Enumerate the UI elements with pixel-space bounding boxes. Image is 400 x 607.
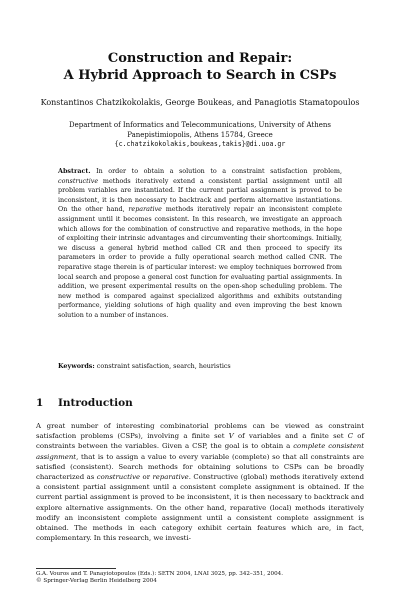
abstract-text-3: methods iteratively repair an inconsistent complete assignment until it becomes consistent. In this research, we investigate an approach which allows for the combination of constructive and reparative methods, in the hope of exploiting their intrinsic advantages and circumventing their shortcomings. Initially, we discuss a general hybrid method called CR and then proceed to specify its parameters in order to provide a fully operational search method called CNR. The reparative stage therein is of particular interest: we employ techniques borrowed from local search and propose a general cost function for evaluating partial assignments. In addition, we present experimental results on the open-shop scheduling problem. The new method is compared against specialized algorithms and exhibits outstanding performance, yielding solutions of high quality and even improving the best known solution to a number of instances. (58, 205, 342, 319)
keywords-label: Keywords: (58, 362, 95, 370)
abstract (58, 167, 342, 321)
body-text-4: , that is to assign a value to every variable (complete) so that all constraints are satisfied (consistent). Search methods for obtaining solutions to CSPs can be broadly characterized as (36, 452, 364, 482)
title-line-2: A Hybrid Approach to Search in CSPs (63, 68, 337, 83)
body-text-3: of constraints between the variables. Given a CSP, the goal is to obtain a (36, 432, 365, 451)
abstract-label: Abstract. (58, 167, 91, 175)
section-title: Introduction (58, 397, 133, 409)
section-number: 1 (36, 397, 44, 409)
body-emphasis-reparative: reparative (152, 473, 189, 482)
variable-set-symbol: V (228, 432, 234, 441)
author-list: Konstantinos Chatzikokolakis, George Boukeas, and Panagiotis Stamatopoulos (40, 98, 360, 107)
affiliation-email: {c.chatzikokolakis,boukeas,takis}@di.uoa.gr (114, 140, 286, 148)
footnote-citation: G.A. Vouros and T. Panayiotopoulos (Eds.): SETN 2004, LNAI 3025, pp. 342–351, 2004. (36, 571, 283, 577)
body-text-6: . Constructive (global) methods iteratively extend a consistent partial assignment until a consistent complete assignment is obtained. If the current partial assignment is proved to be inconsistent, it is then necessary to backtrack and explore alternative assignments. On the other hand, reparative (local) methods iteratively modify an inconsistent complete assignment until a consistent complete assignment is obtained. The methods in each category exhibit certain features which are, in fact, complementary. In this research, we investi- (36, 473, 364, 543)
affiliation-address: Panepistimiopolis, Athens 15784, Greece (127, 130, 273, 139)
paper-title (0, 50, 400, 84)
body-emphasis-constructive: constructive (96, 473, 141, 482)
footnote-copyright: © Springer-Verlag Berlin Heidelberg 2004 (36, 578, 157, 585)
abstract-emphasis-reparative: reparative (128, 205, 162, 214)
body-text-1: A great number of interesting combinatorial problems can be viewed as constraint satisfaction problems (CSPs), involving a finite set (36, 422, 364, 441)
introduction-paragraph (36, 421, 364, 543)
footnote (36, 571, 366, 586)
abstract-emphasis-constructive: constructive (58, 176, 99, 185)
affiliation (0, 121, 400, 150)
body-emphasis-complete-consistent: complete consistent assignment (36, 442, 364, 461)
footnote-divider (36, 568, 116, 569)
affiliation-department: Department of Informatics and Telecommunications, University of Athens (68, 121, 331, 129)
constraint-set-symbol: C (347, 432, 354, 441)
abstract-text-1: In order to obtain a solution to a constraint satisfaction problem, (90, 167, 342, 175)
abstract-text-2: methods iteratively extend a consistent partial assignment until all problem variables are instantiated. If the current partial assignment is proved to be inconsistent, it is then necessary to backtrack and perform alternative instantiations. On the other hand, (58, 176, 342, 214)
body-text-2: of variables and a finite set (233, 432, 348, 441)
body-text-5: or (140, 473, 153, 482)
keywords (58, 362, 342, 372)
title-line-1: Construction and Repair: (107, 51, 293, 66)
keywords-text: constraint satisfaction, search, heuristics (94, 362, 231, 370)
section-heading (36, 397, 133, 409)
